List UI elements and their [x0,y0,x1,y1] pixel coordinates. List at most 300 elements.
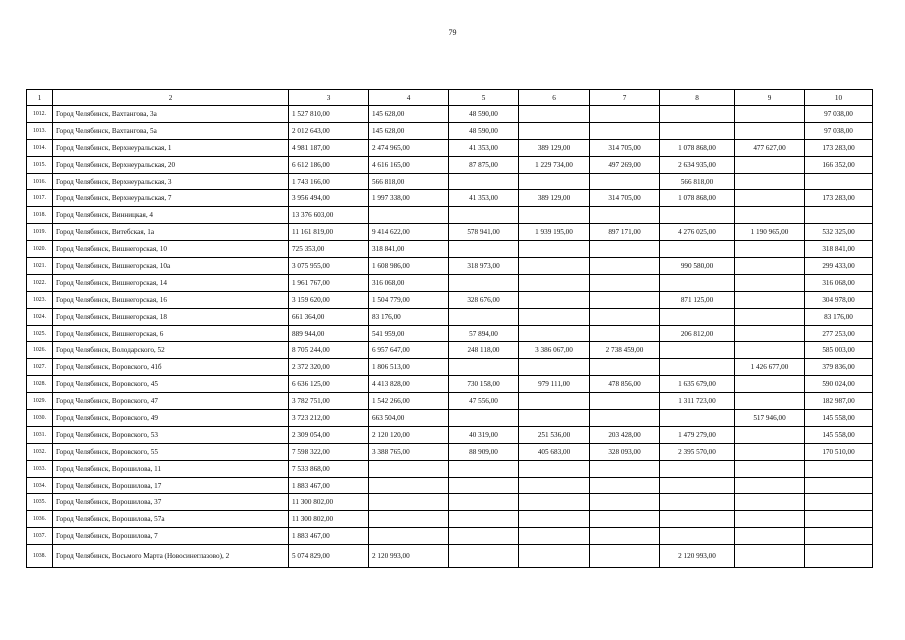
col-8-value: 1 078 868,00 [660,190,735,207]
col-10-value [805,528,873,545]
col-5-value: 48 590,00 [449,106,519,123]
col-9-value [735,426,805,443]
col-4-value [369,528,449,545]
address: Город Челябинск, Воровского, 41б [53,359,289,376]
col-4-value: 2 120 993,00 [369,545,449,568]
col-8-value [660,106,735,123]
col-6-value [519,528,590,545]
col-6-value [519,477,590,494]
col-10-value: 590 024,00 [805,376,873,393]
col-6-value: 405 683,00 [519,443,590,460]
col-3-value: 8 705 244,00 [289,342,369,359]
column-header-9: 9 [735,90,805,106]
col-9-value [735,460,805,477]
col-10-value: 299 433,00 [805,258,873,275]
col-8-value: 871 125,00 [660,291,735,308]
address: Город Челябинск, Воровского, 55 [53,443,289,460]
col-3-value: 6 636 125,00 [289,376,369,393]
col-9-value [735,528,805,545]
column-header-3: 3 [289,90,369,106]
col-4-value: 566 818,00 [369,173,449,190]
col-4-value [369,207,449,224]
col-6-value [519,258,590,275]
col-3-value: 11 161 819,00 [289,224,369,241]
col-3-value: 2 012 643,00 [289,122,369,139]
column-header-10: 10 [805,90,873,106]
col-4-value [369,494,449,511]
col-3-value: 11 300 802,00 [289,511,369,528]
col-9-value [735,494,805,511]
col-10-value: 97 038,00 [805,122,873,139]
col-9-value [735,342,805,359]
col-5-value: 47 556,00 [449,393,519,410]
row-number: 1018. [27,207,53,224]
table-row [27,511,873,528]
col-7-value [590,274,660,291]
row-number: 1015. [27,156,53,173]
col-3-value: 3 723 212,00 [289,410,369,427]
col-6-value: 979 111,00 [519,376,590,393]
col-10-value [805,173,873,190]
col-3-value: 3 075 955,00 [289,258,369,275]
col-4-value: 145 628,00 [369,106,449,123]
col-6-value [519,545,590,568]
col-5-value [449,545,519,568]
col-10-value: 173 283,00 [805,190,873,207]
col-7-value [590,393,660,410]
row-number: 1023. [27,291,53,308]
col-9-value [735,376,805,393]
table-row [27,545,873,568]
col-8-value: 1 635 679,00 [660,376,735,393]
col-10-value [805,511,873,528]
col-7-value [590,258,660,275]
col-6-value: 1 229 734,00 [519,156,590,173]
row-number: 1028. [27,376,53,393]
col-4-value: 1 997 338,00 [369,190,449,207]
col-9-value [735,393,805,410]
col-6-value [519,460,590,477]
address: Город Челябинск, Воровского, 47 [53,393,289,410]
col-10-value: 173 283,00 [805,139,873,156]
col-9-value: 477 627,00 [735,139,805,156]
col-5-value [449,359,519,376]
col-8-value [660,460,735,477]
col-5-value [449,460,519,477]
address: Город Челябинск, Вишнегорская, 10 [53,241,289,258]
col-4-value [369,477,449,494]
col-5-value [449,207,519,224]
col-4-value: 318 841,00 [369,241,449,258]
col-8-value [660,511,735,528]
data-table [26,89,873,568]
col-3-value: 1 883 467,00 [289,477,369,494]
col-6-value [519,359,590,376]
row-number: 1034. [27,477,53,494]
col-10-value: 97 038,00 [805,106,873,123]
address: Город Челябинск, Восьмого Марта (Новосинеглазово), 2 [53,545,289,568]
col-4-value: 2 474 965,00 [369,139,449,156]
table-row [27,342,873,359]
address: Город Челябинск, Ворошилова, 11 [53,460,289,477]
col-10-value: 170 510,00 [805,443,873,460]
col-8-value: 2 395 570,00 [660,443,735,460]
address: Город Челябинск, Витебская, 1а [53,224,289,241]
col-4-value [369,460,449,477]
address: Город Челябинск, Ворошилова, 37 [53,494,289,511]
col-8-value: 2 120 993,00 [660,545,735,568]
col-7-value [590,106,660,123]
row-number: 1024. [27,308,53,325]
address: Город Челябинск, Вишнегорская, 18 [53,308,289,325]
row-number: 1027. [27,359,53,376]
column-header-5: 5 [449,90,519,106]
col-10-value [805,545,873,568]
col-3-value: 7 598 322,00 [289,443,369,460]
col-7-value: 314 705,00 [590,139,660,156]
table-row [27,190,873,207]
col-9-value [735,241,805,258]
col-3-value: 3 782 751,00 [289,393,369,410]
col-8-value [660,359,735,376]
col-6-value: 389 129,00 [519,190,590,207]
col-7-value [590,207,660,224]
col-6-value [519,241,590,258]
col-5-value: 730 158,00 [449,376,519,393]
address: Город Челябинск, Володарского, 52 [53,342,289,359]
col-7-value [590,477,660,494]
col-5-value: 40 319,00 [449,426,519,443]
address: Город Челябинск, Ворошилова, 7 [53,528,289,545]
col-10-value: 145 558,00 [805,426,873,443]
row-number: 1036. [27,511,53,528]
col-5-value: 87 875,00 [449,156,519,173]
col-6-value [519,106,590,123]
row-number: 1021. [27,258,53,275]
col-10-value: 145 558,00 [805,410,873,427]
col-5-value: 248 118,00 [449,342,519,359]
table-row [27,443,873,460]
col-8-value [660,494,735,511]
col-10-value: 316 068,00 [805,274,873,291]
col-6-value [519,308,590,325]
row-number: 1026. [27,342,53,359]
col-7-value [590,511,660,528]
col-5-value [449,308,519,325]
col-6-value [519,291,590,308]
address: Город Челябинск, Вахтангова, 5а [53,122,289,139]
col-5-value [449,274,519,291]
col-9-value: 1 190 965,00 [735,224,805,241]
table-row [27,393,873,410]
address: Город Челябинск, Верхнеуральская, 1 [53,139,289,156]
col-9-value [735,258,805,275]
col-4-value: 83 176,00 [369,308,449,325]
col-5-value [449,173,519,190]
col-7-value [590,545,660,568]
table-row [27,122,873,139]
row-number: 1033. [27,460,53,477]
col-10-value [805,207,873,224]
address: Город Челябинск, Винницкая, 4 [53,207,289,224]
row-number: 1012. [27,106,53,123]
col-4-value: 1 542 266,00 [369,393,449,410]
col-7-value: 2 738 459,00 [590,342,660,359]
col-3-value: 7 533 868,00 [289,460,369,477]
col-4-value: 9 414 622,00 [369,224,449,241]
col-6-value [519,393,590,410]
address: Город Челябинск, Вахтангова, 3а [53,106,289,123]
col-3-value: 1 743 166,00 [289,173,369,190]
col-4-value: 541 959,00 [369,325,449,342]
col-9-value [735,122,805,139]
table-row [27,494,873,511]
col-10-value: 83 176,00 [805,308,873,325]
col-7-value: 897 171,00 [590,224,660,241]
col-7-value: 328 093,00 [590,443,660,460]
col-6-value [519,325,590,342]
col-7-value: 497 269,00 [590,156,660,173]
col-9-value [735,443,805,460]
row-number: 1029. [27,393,53,410]
table-row [27,274,873,291]
table-row [27,139,873,156]
column-header-4: 4 [369,90,449,106]
col-5-value [449,241,519,258]
col-6-value: 389 129,00 [519,139,590,156]
col-5-value: 41 353,00 [449,190,519,207]
row-number: 1019. [27,224,53,241]
col-5-value: 328 676,00 [449,291,519,308]
col-6-value: 251 536,00 [519,426,590,443]
table-row [27,376,873,393]
col-8-value [660,207,735,224]
address: Город Челябинск, Воровского, 53 [53,426,289,443]
col-8-value: 566 818,00 [660,173,735,190]
address: Город Челябинск, Вишнегорская, 14 [53,274,289,291]
col-7-value [590,528,660,545]
col-10-value: 304 978,00 [805,291,873,308]
col-7-value [590,122,660,139]
col-10-value [805,494,873,511]
col-6-value [519,494,590,511]
table-row [27,258,873,275]
table-row [27,291,873,308]
col-4-value: 663 504,00 [369,410,449,427]
col-5-value: 318 973,00 [449,258,519,275]
col-5-value [449,477,519,494]
col-4-value: 1 608 986,00 [369,258,449,275]
table-body [27,106,873,568]
header-row [27,90,873,106]
col-7-value: 314 705,00 [590,190,660,207]
col-7-value: 203 428,00 [590,426,660,443]
col-10-value [805,460,873,477]
address: Город Челябинск, Ворошилова, 57а [53,511,289,528]
column-header-8: 8 [660,90,735,106]
col-3-value: 1 883 467,00 [289,528,369,545]
table-row [27,426,873,443]
col-9-value [735,106,805,123]
col-4-value [369,511,449,528]
address: Город Челябинск, Вишнегорская, 16 [53,291,289,308]
table-row [27,207,873,224]
col-7-value [590,241,660,258]
col-9-value [735,190,805,207]
col-6-value: 3 386 067,00 [519,342,590,359]
page-number: 79 [448,28,457,37]
table-row [27,173,873,190]
col-4-value: 1 806 513,00 [369,359,449,376]
col-3-value: 5 074 829,00 [289,545,369,568]
col-3-value: 4 981 187,00 [289,139,369,156]
col-10-value: 379 836,00 [805,359,873,376]
col-5-value [449,494,519,511]
row-number: 1032. [27,443,53,460]
row-number: 1014. [27,139,53,156]
col-3-value: 725 353,00 [289,241,369,258]
col-8-value: 206 812,00 [660,325,735,342]
col-8-value: 2 634 935,00 [660,156,735,173]
col-8-value [660,274,735,291]
col-10-value: 585 003,00 [805,342,873,359]
col-3-value: 11 300 802,00 [289,494,369,511]
col-5-value [449,528,519,545]
row-number: 1038. [27,545,53,568]
address: Город Челябинск, Верхнеуральская, 7 [53,190,289,207]
col-6-value [519,410,590,427]
table-row [27,241,873,258]
row-number: 1035. [27,494,53,511]
col-8-value: 1 078 868,00 [660,139,735,156]
column-header-1: 1 [27,90,53,106]
col-3-value: 6 612 186,00 [289,156,369,173]
col-3-value: 2 309 054,00 [289,426,369,443]
col-7-value: 478 856,00 [590,376,660,393]
col-8-value: 1 479 279,00 [660,426,735,443]
col-9-value [735,325,805,342]
col-4-value: 1 504 779,00 [369,291,449,308]
col-9-value [735,156,805,173]
col-5-value: 578 941,00 [449,224,519,241]
col-7-value [590,494,660,511]
col-7-value [590,460,660,477]
row-number: 1037. [27,528,53,545]
col-5-value: 48 590,00 [449,122,519,139]
table-row [27,410,873,427]
col-3-value: 889 944,00 [289,325,369,342]
col-7-value [590,173,660,190]
address: Город Челябинск, Вишнегорская, 10а [53,258,289,275]
col-7-value [590,410,660,427]
col-6-value: 1 939 195,00 [519,224,590,241]
col-10-value: 277 253,00 [805,325,873,342]
col-4-value: 4 616 165,00 [369,156,449,173]
col-9-value [735,511,805,528]
column-header-2: 2 [53,90,289,106]
table-row [27,156,873,173]
col-9-value [735,207,805,224]
column-header-7: 7 [590,90,660,106]
col-5-value: 88 909,00 [449,443,519,460]
col-8-value: 4 276 025,00 [660,224,735,241]
col-8-value [660,477,735,494]
table-row [27,224,873,241]
table-row [27,106,873,123]
col-3-value: 1 527 810,00 [289,106,369,123]
col-9-value [735,173,805,190]
col-5-value [449,410,519,427]
col-8-value [660,342,735,359]
col-3-value: 3 159 620,00 [289,291,369,308]
col-9-value [735,545,805,568]
col-9-value [735,477,805,494]
address: Город Челябинск, Воровского, 49 [53,410,289,427]
table-row [27,325,873,342]
col-4-value: 2 120 120,00 [369,426,449,443]
col-10-value: 182 987,00 [805,393,873,410]
col-8-value [660,528,735,545]
col-4-value: 6 957 647,00 [369,342,449,359]
col-4-value: 316 068,00 [369,274,449,291]
row-number: 1013. [27,122,53,139]
row-number: 1022. [27,274,53,291]
address: Город Челябинск, Верхнеуральская, 3 [53,173,289,190]
row-number: 1025. [27,325,53,342]
col-4-value: 3 388 765,00 [369,443,449,460]
col-3-value: 13 376 603,00 [289,207,369,224]
row-number: 1017. [27,190,53,207]
col-7-value [590,359,660,376]
col-10-value: 166 352,00 [805,156,873,173]
row-number: 1030. [27,410,53,427]
col-7-value [590,291,660,308]
row-number: 1031. [27,426,53,443]
table-row [27,528,873,545]
col-10-value: 318 841,00 [805,241,873,258]
col-8-value: 1 311 723,00 [660,393,735,410]
col-8-value [660,410,735,427]
table-row [27,460,873,477]
col-6-value [519,207,590,224]
col-8-value [660,308,735,325]
col-7-value [590,325,660,342]
col-6-value [519,274,590,291]
col-3-value: 661 364,00 [289,308,369,325]
address: Город Челябинск, Ворошилова, 17 [53,477,289,494]
col-10-value [805,477,873,494]
col-3-value: 3 956 494,00 [289,190,369,207]
col-8-value [660,241,735,258]
address: Город Челябинск, Верхнеуральская, 20 [53,156,289,173]
col-4-value: 145 628,00 [369,122,449,139]
address: Город Челябинск, Воровского, 45 [53,376,289,393]
col-8-value [660,122,735,139]
table-row [27,308,873,325]
row-number: 1020. [27,241,53,258]
address: Город Челябинск, Вишнегорская, 6 [53,325,289,342]
row-number: 1016. [27,173,53,190]
col-9-value [735,274,805,291]
col-3-value: 1 961 767,00 [289,274,369,291]
col-9-value [735,308,805,325]
table-row [27,359,873,376]
col-6-value [519,122,590,139]
col-10-value: 532 325,00 [805,224,873,241]
col-5-value [449,511,519,528]
col-9-value: 1 426 677,00 [735,359,805,376]
col-6-value [519,511,590,528]
